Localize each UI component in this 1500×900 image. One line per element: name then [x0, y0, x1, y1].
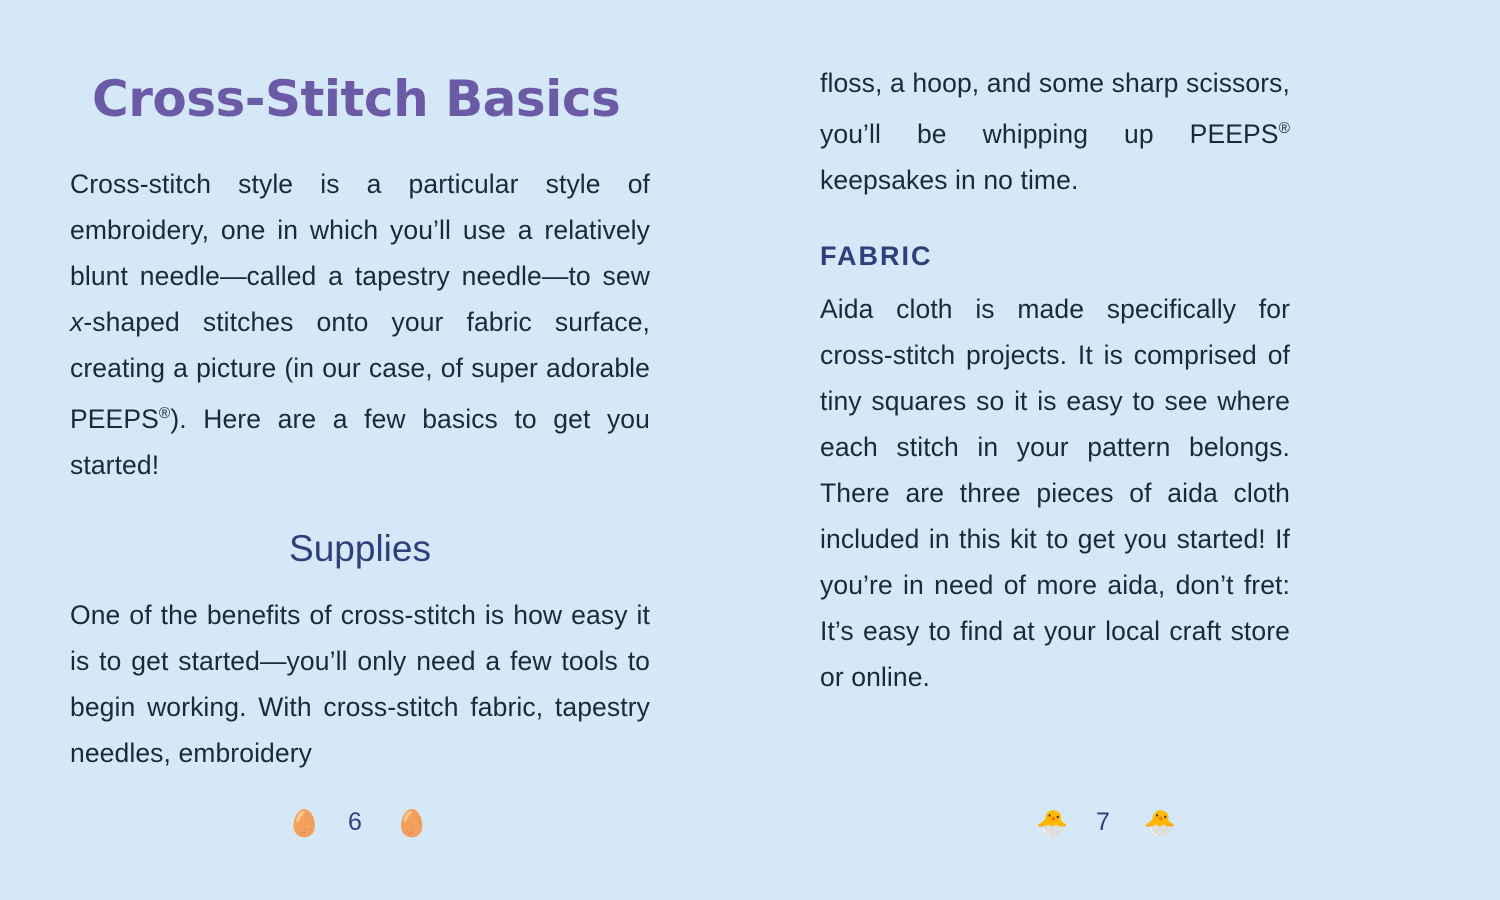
page-number-right: 7 — [1096, 808, 1110, 836]
continued-paragraph — [820, 60, 1290, 203]
yellow-peeps-chick-icon: 🐣 — [1143, 807, 1177, 838]
intro-paragraph — [70, 161, 650, 488]
fabric-heading: FABRIC — [820, 240, 933, 271]
blue-peeps-chick-icon: 🐣 — [1036, 807, 1069, 838]
registered-mark-2: ® — [1278, 120, 1290, 137]
left-column — [70, 60, 680, 790]
pink-easter-egg-icon: 🥚 — [395, 807, 429, 838]
fabric-paragraph: Aida cloth is made specifically for cross-stitch projects. It is comprised of tiny squares so it is easy to see where each stitch in your pattern belongs. There are three pieces of aida cloth included in this kit to get you started! If you’re in need of more aida, don’t fret: It’s easy to find at your local craft store or online. — [820, 293, 1290, 692]
page-footer — [0, 790, 1500, 900]
folio-right — [1036, 807, 1177, 838]
right-column — [680, 60, 1290, 790]
intro-italic-x: x — [70, 307, 84, 337]
supplies-paragraph: One of the benefits of cross-stitch is how easy it is to get started—you’ll only need a few tools to begin working. With cross-stitch fabric, tapestry needles, embroidery — [70, 599, 650, 768]
continued-text-part2: keepsakes in no time. — [820, 164, 1079, 195]
supplies-heading: Supplies — [289, 527, 431, 569]
page-number-left: 6 — [348, 808, 362, 836]
folio-left — [288, 807, 429, 838]
registered-mark-1: ® — [158, 405, 171, 422]
intro-text-part3: ). Here are a few basics to get you started! — [70, 403, 650, 480]
continued-text-part1: floss, a hoop, and some sharp scissors, you’ll be whipping up PEEPS — [820, 68, 1290, 149]
intro-text-part2: -shaped stitches onto your fabric surface, creating a picture (in our case, of super adorable PEEPS — [70, 307, 650, 434]
blue-easter-egg-icon: 🥚 — [288, 807, 321, 838]
intro-text-part1: Cross-stitch style is a particular style of embroidery, one in which you’ll use a relatively blunt needle—called a tapestry needle—to sew — [70, 169, 650, 291]
page-title: Cross-Stitch Basics — [92, 70, 621, 128]
